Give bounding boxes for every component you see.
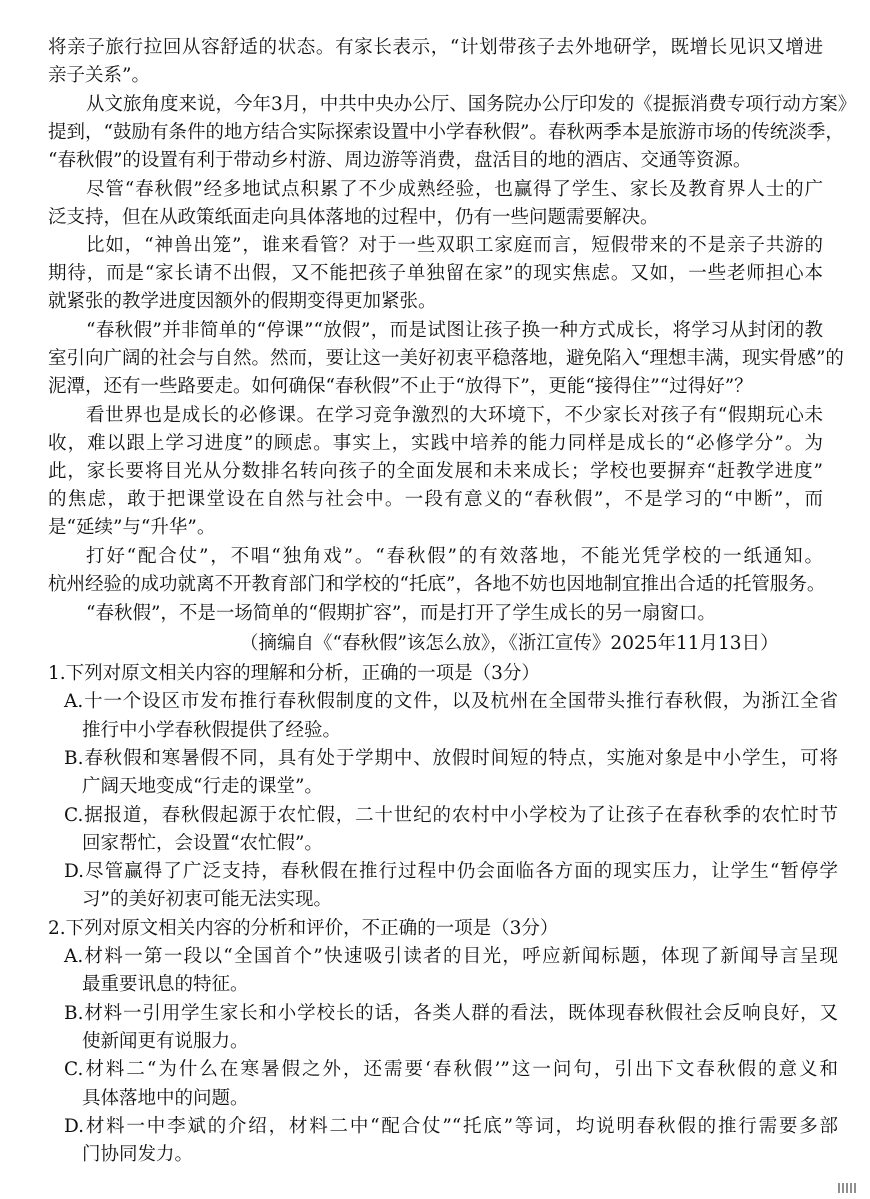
option-b-line: 广阔天地变成“行走的课堂”。 (82, 776, 323, 798)
paragraph-line: 期待，而是“家长请不出假，又不能把孩子单独留在家”的现实焦虑。又如，一些老师担心本 (48, 263, 823, 285)
paragraph-line: 打好“配合仗”，不唱“独角戏”。“春秋假”的有效落地，不能光凭学校的一纸通知。 (86, 546, 823, 568)
corner-watermark (838, 1183, 858, 1193)
paragraph-line: 此，家长要将目光从分数排名转向孩子的全面发展和未来成长；学校也要摒弃“赶教学进度” (48, 460, 823, 482)
passage-paragraph (48, 543, 826, 599)
paragraph-line: “春秋假”，不是一场简单的“假期扩容”，而是打开了学生成长的另一扇窗口。 (86, 603, 716, 624)
passage-paragraph (48, 91, 857, 175)
paragraph-line: 是“延续”与“升华”。 (48, 516, 216, 538)
paragraph-line: 看世界也是成长的必修课。在学习竞争激烈的大环境下，不少家长对孩子有“假期玩心未 (86, 404, 823, 426)
option-c-line: 回家帮忙，会设置“农忙假”。 (82, 832, 323, 854)
passage-paragraph (48, 600, 823, 628)
paragraph-line: 泛支持，但在从政策纸面走向具体落地的过程中，仍有一些问题需要解决。 (48, 206, 659, 228)
option-b-line: 使新闻更有说服力。 (82, 1030, 249, 1052)
question-stem: 2.下列对原文相关内容的分析和评价，不正确的一项是（3分） (48, 917, 559, 939)
paragraph-line: 杭州经验的成功就离不开教育部门和学校的“托底”，各地不妨也因地制宜推出合适的托管服务。 (48, 574, 826, 596)
option-d-line: D.尽管赢得了广泛支持，春秋假在推行过程中仍会面临各方面的现实压力，让学生“暂停学 (64, 861, 838, 883)
paragraph-line: 将亲子旅行拉回从容舒适的状态。有家长表示，“计划带孩子去外地研学，既增长见识又增进 (48, 37, 823, 58)
paragraph-line: “春秋假”的设置有利于带动乡村游、周边游等消费，盘活目的地的酒店、交通等资源。 (48, 149, 752, 171)
paragraph-line: 尽管“春秋假”经多地试点积累了不少成熟经验，也赢得了学生、家长及教育界人士的广 (86, 178, 823, 200)
paragraph-line: 泥潭，还有一些路要走。如何确保“春秋假”不止于“放得下”，更能“接得住”“过得好”？ (48, 376, 753, 397)
option-b-line: B.春秋假和寒暑假不同，具有处于学期中、放假时间短的特点，实施对象是中小学生，可将 (64, 747, 838, 769)
paragraph-line: 室引向广阔的社会与自然。然而，要让这一美好初衷平稳落地，避免陷入“理想丰满，现实骨感”的 (48, 348, 844, 369)
option-d-line: D.材料一中李斌的介绍，材料二中“配合仗”“托底”等词，均说明春秋假的推行需要多部 (64, 1115, 838, 1137)
option-c-line: C.材料二“为什么在寒暑假之外，还需要‘春秋假’”这一问句，引出下文春秋假的意义和 (64, 1059, 838, 1081)
paragraph-line: 提到，“鼓励有条件的地方结合实际探索设置中小学春秋假”。春秋两季本是旅游市场的传统淡季， (48, 121, 844, 143)
passage-paragraph (48, 402, 823, 542)
option-a-line: 最重要讯息的特征。 (82, 974, 249, 996)
option-c-line: C.据报道，春秋假起源于农忙假，二十世纪的农村中小学校为了让孩子在春秋季的农忙时节 (64, 804, 838, 826)
option-a-line: 推行中小学春秋假提供了经验。 (82, 719, 342, 741)
paragraph-line: 收，难以跟上学习进度”的顾虑。事实上，实践中培养的能力同样是成长的“必修学分”。为 (48, 432, 823, 454)
option-d-line: 习”的美好初衷可能无法实现。 (82, 889, 332, 911)
question-stem: 1.下列对原文相关内容的理解和分析，正确的一项是（3分） (48, 663, 540, 684)
paragraph-line: “春秋假”并非简单的“停课”“放假”，而是试图让孩子换一种方式成长，将学习从封闭的教 (86, 320, 823, 341)
paragraph-line: 比如，“神兽出笼”，谁来看管？对于一些双职工家庭而言，短假带来的不是亲子共游的 (86, 235, 823, 257)
option-d-line: 门协同发力。 (82, 1144, 194, 1166)
paragraph-line: 从文旅角度来说，今年3月，中共中央办公厅、国务院办公厅印发的《提振消费专项行动方案》 (86, 93, 857, 115)
paragraph-line: 亲子关系”。 (48, 65, 150, 86)
source-citation: （摘编自《“春秋假”该怎么放》，《浙江宣传》2025年11月13日） (240, 633, 779, 654)
paragraph-line: 的焦虑，敢于把课堂设在自然与社会中。一段有意义的“春秋假”，不是学习的“中断”，而 (48, 488, 823, 510)
option-a-line: A.十一个设区市发布推行春秋假制度的文件，以及杭州在全国带头推行春秋假，为浙江全省 (64, 691, 838, 713)
option-c-line: 具体落地中的问题。 (82, 1087, 249, 1109)
passage-paragraph (48, 232, 823, 316)
option-b-line: B.材料一引用学生家长和小学校长的话，各类人群的看法，既体现春秋假社会反响良好，又 (64, 1002, 838, 1024)
paragraph-line: 就紧张的教学进度因额外的假期变得更加紧张。 (48, 291, 437, 313)
passage-paragraph (48, 34, 823, 90)
passage-paragraph (48, 317, 844, 401)
option-a-line: A.材料一第一段以“全国首个”快速吸引读者的目光，呼应新闻标题，体现了新闻导言呈现 (64, 946, 838, 967)
passage-paragraph (48, 176, 823, 232)
